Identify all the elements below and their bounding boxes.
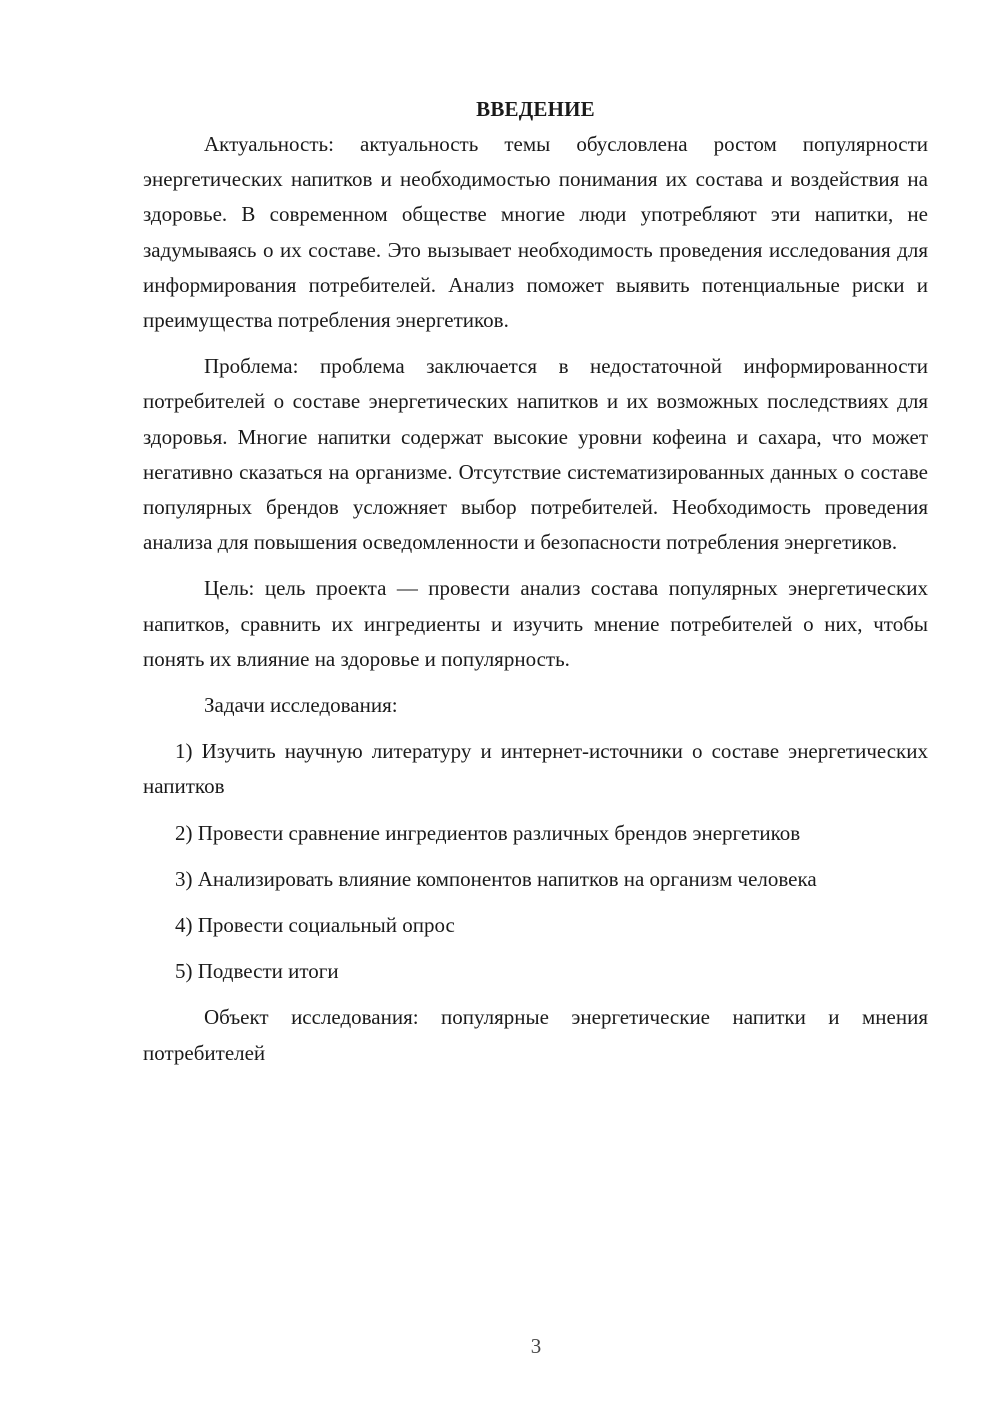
paragraph-object: Объект исследования: популярные энергетические напитки и мнения потребителей xyxy=(143,1005,928,1065)
paragraph-problem: Проблема: проблема заключается в недостаточной информированности потребителей о составе энергетических напитков и их возможных последствиях для здоровья. Многие напитки содержат высокие уровни кофеина и сахара, что может негативно сказаться на организме. Отсутствие систематизированных данных о составе популярных брендов усложняет выбор потребителей. Необходимость проведения анализа для повышения осведомленности и безопасности потребления энергетиков. xyxy=(143,354,928,555)
task-item-4: 4) Провести социальный опрос xyxy=(175,913,455,938)
task-item-2: 2) Провести сравнение ингредиентов различных брендов энергетиков xyxy=(175,820,801,845)
page-title: ВВЕДЕНИЕ xyxy=(476,97,595,121)
tasks-heading: Задачи исследования: xyxy=(204,693,398,718)
paragraph-relevance: Актуальность: актуальность темы обусловлена ростом популярности энергетических напитков и необходимостью понимания их состава и воздействия на здоровье. В современном обществе многие люди употребляют эти напитки, не задумываясь о их составе. Это вызывает необходимость проведения исследования для информирования потребителей. Анализ поможет выявить потенциальные риски и преимущества потребления энергетиков. xyxy=(143,132,928,333)
paragraph-goal: Цель: цель проекта — провести анализ состава популярных энергетических напитков, сравнить их ингредиенты и изучить мнение потребителей о них, чтобы понять их влияние на здоровье и популярность. xyxy=(143,576,928,671)
task-item-1: 1) Изучить научную литературу и интернет-источники о составе энергетических напитков xyxy=(143,739,928,799)
page-number: 3 xyxy=(530,1334,542,1358)
document-page xyxy=(143,92,928,1082)
task-item-3: 3) Анализировать влияние компонентов напитков на организм человека xyxy=(175,866,817,891)
task-item-5: 5) Подвести итоги xyxy=(175,959,339,984)
